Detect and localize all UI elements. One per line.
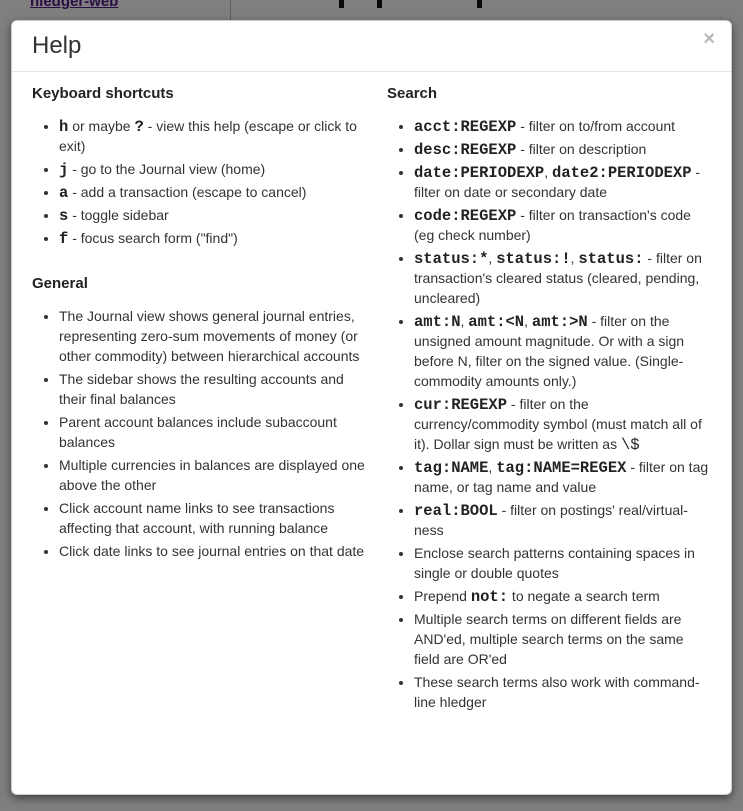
code-term: amt:>N [531,313,588,331]
list-item: • The Journal view shows general journal entries, representing zero-sum movements of money (or other commodity) between hierarchical accounts [59,306,372,366]
help-list [32,116,372,248]
mono-term: \$ [620,436,640,454]
list-item: • amt:N, amt:<N, amt:>N - filter on the unsigned amount magnitude. Or with a sign before N, filter on the signed value. (Single-commodity amounts only.) [414,311,711,391]
code-term: date:PERIODEXP [414,164,545,182]
list-item: • The sidebar shows the resulting accounts and their final balances [59,369,372,409]
help-list [32,306,372,561]
close-icon[interactable]: × [703,28,715,50]
code-term: s [59,207,69,225]
section-heading: Search [387,85,438,102]
modal-body [12,72,731,728]
list-item: • Multiple currencies in balances are displayed one above the other [59,455,372,495]
list-item: • acct:REGEXP - filter on to/from account [414,116,711,136]
help-modal [11,20,732,795]
code-term: j [59,161,69,179]
code-term: amt:<N [468,313,525,331]
list-item: • s - toggle sidebar [59,205,372,225]
help-column-left [32,85,372,715]
code-term: amt:N [414,313,461,331]
section-heading: Keyboard shortcuts [32,85,174,102]
list-item: • j - go to the Journal view (home) [59,159,372,179]
list-item: • a - add a transaction (escape to cancel) [59,182,372,202]
list-item: • cur:REGEXP - filter on the currency/commodity symbol (must match all of it). Dollar sign must be written as \$ [414,394,711,454]
help-section [32,275,372,561]
list-item: • Enclose search patterns containing spaces in single or double quotes [414,543,711,583]
help-section [32,85,372,248]
code-term: real:BOOL [414,502,498,520]
code-term: acct:REGEXP [414,118,517,136]
code-term: f [59,230,69,248]
code-term: status:* [414,250,489,268]
list-item: • tag:NAME, tag:NAME=REGEX - filter on tag name, or tag name and value [414,457,711,497]
list-item: • These search terms also work with command-line hledger [414,672,711,712]
list-item: • real:BOOL - filter on postings' real/virtual-ness [414,500,711,540]
code-term: tag:NAME=REGEX [496,459,627,477]
list-item: • Parent account balances include subaccount balances [59,412,372,452]
code-term: ? [134,118,144,136]
code-term: a [59,184,69,202]
code-term: status: [578,250,644,268]
list-item: • h or maybe ? - view this help (escape or click to exit) [59,116,372,156]
code-term: status:! [496,250,571,268]
list-item: • code:REGEXP - filter on transaction's code (eg check number) [414,205,711,245]
code-term: cur:REGEXP [414,396,508,414]
list-item: • Multiple search terms on different fields are AND'ed, multiple search terms on the same field are OR'ed [414,609,711,669]
modal-header [12,21,731,72]
code-term: tag:NAME [414,459,489,477]
code-term: code:REGEXP [414,207,517,225]
code-term: h [59,118,69,136]
help-section [387,85,711,712]
list-item: • f - focus search form ("find") [59,228,372,248]
list-item: • desc:REGEXP - filter on description [414,139,711,159]
help-list [387,116,711,712]
modal-title: Help [32,32,82,59]
list-item: • date:PERIODEXP, date2:PERIODEXP - filter on date or secondary date [414,162,711,202]
list-item: • Click account name links to see transactions affecting that account, with running balance [59,498,372,538]
code-term: date2:PERIODEXP [552,164,692,182]
code-term: not: [470,588,509,606]
code-term: desc:REGEXP [414,141,517,159]
list-item: • Click date links to see journal entries on that date [59,541,372,561]
section-heading: General [32,275,88,292]
help-column-right [387,85,711,715]
list-item: • status:*, status:!, status: - filter on transaction's cleared status (cleared, pending, uncleared) [414,248,711,308]
list-item: • Prepend not: to negate a search term [414,586,711,606]
